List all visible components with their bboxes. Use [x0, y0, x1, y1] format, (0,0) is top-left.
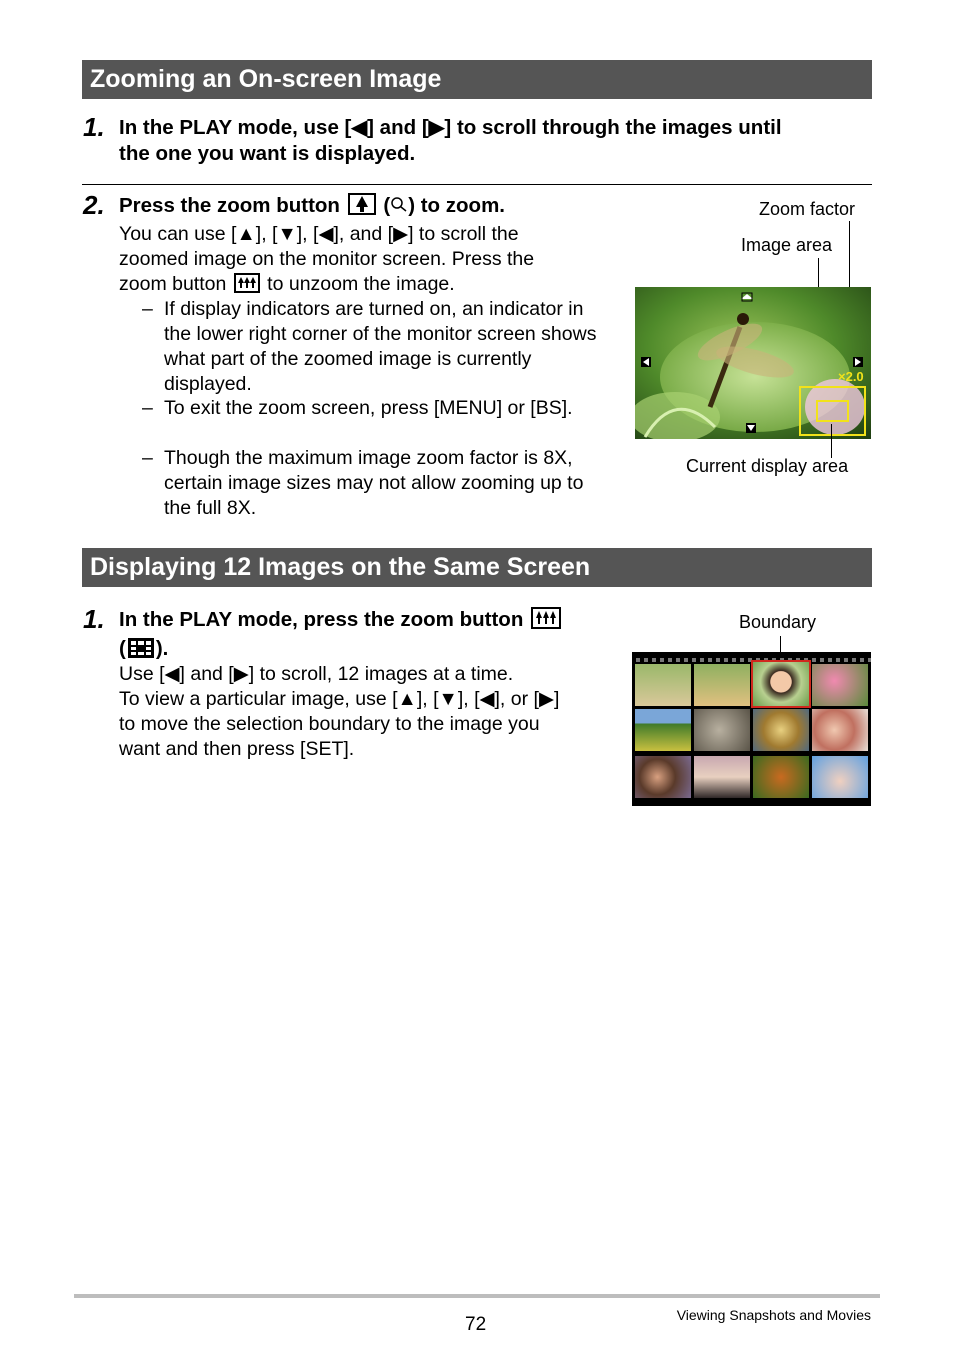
zoom-factor-label: Zoom factor — [759, 199, 856, 219]
thumbnail[interactable] — [812, 756, 868, 798]
section-header-12-images — [82, 548, 872, 587]
zoom-factor-readout: ×2.0 — [838, 369, 864, 384]
thumbnail[interactable] — [812, 664, 868, 706]
left-arrow-icon: ◀ — [479, 688, 495, 710]
bullet-item: – If display indicators are turned on, an indicator in the lower right corner of the monitor screen shows what part of the zoomed image is currently displayed. — [142, 298, 597, 395]
thumbnail[interactable] — [635, 756, 691, 798]
up-arrow-icon: ▲ — [236, 223, 256, 245]
image-area-label: Image area — [741, 235, 833, 255]
thumbnail-grid — [632, 652, 871, 806]
step-body: Use [◀] and [▶] to scroll, 12 images at a time. To view a particular image, use [▲], [▼], [◀], or [▶] to move the selection boundary to the image you want and then press [SET]. — [119, 663, 560, 760]
thumbnail-selected[interactable] — [753, 662, 809, 706]
magnifier-icon — [390, 194, 408, 217]
zoom-wide-button-icon — [531, 607, 561, 636]
thumbnail[interactable] — [753, 709, 809, 751]
footer-rule — [74, 1294, 880, 1298]
left-arrow-icon: ◀ — [164, 663, 180, 685]
divider — [82, 184, 872, 185]
section-title: Displaying 12 Images on the Same Screen — [90, 553, 591, 581]
film-strip-edge — [632, 658, 871, 662]
boundary-label: Boundary — [739, 612, 817, 632]
current-display-area-label: Current display area — [686, 456, 849, 476]
step-body: You can use [▲], [▼], [◀], and [▶] to scroll the zoomed image on the monitor screen. Press the zoom button to unzoom the image. — [119, 222, 609, 300]
right-arrow-icon: ▶ — [538, 688, 554, 710]
left-arrow-icon: ◀ — [318, 223, 334, 245]
zoom-tele-button-icon — [348, 193, 376, 222]
step-number: 1. — [83, 604, 105, 634]
thumbnail[interactable] — [694, 756, 750, 798]
bullet-item: – To exit the zoom screen, press [MENU] or [BS]. — [142, 397, 573, 419]
section-header-zooming — [82, 60, 872, 99]
thumbnail[interactable] — [635, 709, 691, 751]
down-arrow-icon: ▼ — [277, 223, 297, 245]
right-arrow-icon: ▶ — [393, 223, 409, 245]
left-arrow-icon: ◀ — [351, 116, 368, 139]
bullet-item: – Though the maximum image zoom factor is 8X, certain image sizes may not allow zooming up to the full 8X. — [142, 447, 584, 519]
step-instruction: In the PLAY mode, use [◀] and [▶] to scroll through the images until the one you want is displayed. — [119, 116, 782, 165]
thumbnail[interactable] — [635, 664, 691, 706]
thumbnail[interactable] — [753, 756, 809, 798]
step-heading: Press the zoom button ( ) to zoom. — [119, 193, 505, 222]
chapter-title: Viewing Snapshots and Movies — [676, 1307, 871, 1323]
step-number: 2. — [83, 190, 105, 220]
dragonfly-photo — [635, 287, 871, 439]
down-arrow-icon: ▼ — [438, 688, 458, 710]
right-arrow-icon: ▶ — [233, 663, 249, 685]
up-arrow-icon: ▲ — [397, 688, 417, 710]
page-number: 72 — [465, 1314, 487, 1335]
thumbnail[interactable] — [812, 709, 868, 751]
step-number: 1. — [83, 112, 105, 142]
thumbnail[interactable] — [694, 664, 750, 706]
section-title: Zooming an On-screen Image — [90, 65, 442, 93]
leader-line — [831, 424, 832, 458]
thumbnail[interactable] — [694, 709, 750, 751]
multi-image-grid-icon — [128, 638, 154, 665]
zoomed-photo — [635, 287, 871, 439]
zoom-wide-button-icon — [234, 273, 260, 300]
right-arrow-icon: ▶ — [428, 116, 445, 139]
step-heading: In the PLAY mode, press the zoom button ( ). — [119, 607, 563, 665]
